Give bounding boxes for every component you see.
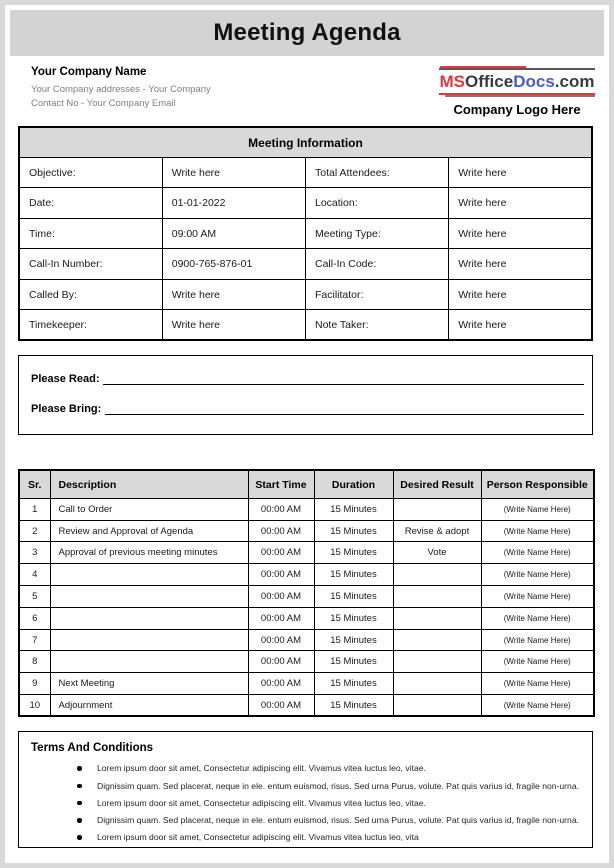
table-row: [19, 564, 594, 586]
header-start-time: Start Time: [248, 470, 314, 498]
cell-duration[interactable]: 15 Minutes: [314, 629, 393, 651]
cell-description[interactable]: [50, 564, 248, 586]
cell-desired-result[interactable]: [393, 607, 481, 629]
cell-sr: 3: [19, 542, 50, 564]
company-header: [5, 56, 609, 117]
info-value[interactable]: 09:00 AM: [162, 218, 305, 249]
cell-description[interactable]: [50, 651, 248, 673]
cell-person-responsible[interactable]: (Write Name Here): [481, 695, 594, 717]
cell-sr: 10: [19, 695, 50, 717]
cell-start-time[interactable]: 00:00 AM: [248, 673, 314, 695]
cell-start-time[interactable]: 00:00 AM: [248, 651, 314, 673]
cell-duration[interactable]: 15 Minutes: [314, 542, 393, 564]
info-label: Time:: [19, 218, 162, 249]
cell-start-time[interactable]: 00:00 AM: [248, 607, 314, 629]
table-row: [19, 310, 592, 341]
cell-description[interactable]: [50, 629, 248, 651]
info-value[interactable]: Write here: [449, 157, 592, 188]
cell-desired-result[interactable]: [393, 498, 481, 520]
company-logo-placeholder: Company Logo Here: [453, 102, 581, 118]
cell-duration[interactable]: 15 Minutes: [314, 520, 393, 542]
cell-start-time[interactable]: 00:00 AM: [248, 586, 314, 608]
cell-description[interactable]: Review and Approval of Agenda: [50, 520, 248, 542]
info-value[interactable]: Write here: [162, 157, 305, 188]
info-value[interactable]: Write here: [449, 310, 592, 341]
cell-person-responsible[interactable]: (Write Name Here): [481, 498, 594, 520]
table-row: [19, 188, 592, 219]
page-title: Meeting Agenda: [213, 19, 401, 46]
company-info: [31, 66, 211, 117]
header-description: Description: [50, 470, 248, 498]
logo-bottom-rule: [439, 93, 595, 98]
cell-person-responsible[interactable]: (Write Name Here): [481, 520, 594, 542]
cell-desired-result[interactable]: [393, 673, 481, 695]
cell-description[interactable]: Adjournment: [50, 695, 248, 717]
cell-person-responsible[interactable]: (Write Name Here): [481, 673, 594, 695]
cell-description[interactable]: Next Meeting: [50, 673, 248, 695]
cell-sr: 7: [19, 629, 50, 651]
table-row: [19, 629, 594, 651]
please-read-bring-box: [18, 355, 593, 435]
table-row: [19, 607, 594, 629]
table-row: [19, 673, 594, 695]
cell-desired-result[interactable]: [393, 651, 481, 673]
info-value[interactable]: Write here: [449, 218, 592, 249]
please-read-label: Please Read:: [31, 373, 100, 386]
logo-top-rule: [439, 66, 595, 71]
cell-duration[interactable]: 15 Minutes: [314, 498, 393, 520]
terms-item: Dignissim quam. Sed placerat, neque in ele. entum euismod, risus. Sed urna Purus, volute. Pat quis varius id, fragile non-urna.: [31, 781, 582, 792]
title-band: [10, 10, 604, 56]
info-label: Meeting Type:: [306, 218, 449, 249]
company-address-line1: Your Company addresses - Your Company: [31, 84, 211, 95]
info-label: Call-In Code:: [306, 249, 449, 280]
terms-title: Terms And Conditions: [31, 742, 154, 755]
cell-desired-result[interactable]: Revise & adopt: [393, 520, 481, 542]
cell-sr: 1: [19, 498, 50, 520]
info-value[interactable]: Write here: [449, 279, 592, 310]
table-row: [19, 249, 592, 280]
cell-person-responsible[interactable]: (Write Name Here): [481, 586, 594, 608]
cell-desired-result[interactable]: [393, 695, 481, 717]
cell-description[interactable]: [50, 607, 248, 629]
info-value[interactable]: Write here: [449, 249, 592, 280]
table-row: [19, 157, 592, 188]
agenda-header-row: [19, 470, 594, 498]
please-bring-blank-line[interactable]: [105, 402, 584, 415]
cell-duration[interactable]: 15 Minutes: [314, 695, 393, 717]
table-row: [19, 498, 594, 520]
please-read-row: [31, 372, 584, 385]
cell-description[interactable]: Approval of previous meeting minutes: [50, 542, 248, 564]
cell-duration[interactable]: 15 Minutes: [314, 673, 393, 695]
info-value[interactable]: 01-01-2022: [162, 188, 305, 219]
cell-person-responsible[interactable]: (Write Name Here): [481, 564, 594, 586]
please-read-blank-line[interactable]: [103, 372, 584, 385]
info-label: Total Attendees:: [306, 157, 449, 188]
info-label: Location:: [306, 188, 449, 219]
cell-start-time[interactable]: 00:00 AM: [248, 695, 314, 717]
header-desired-result: Desired Result: [393, 470, 481, 498]
please-bring-label: Please Bring:: [31, 403, 102, 416]
cell-duration[interactable]: 15 Minutes: [314, 651, 393, 673]
table-row: [19, 279, 592, 310]
info-label: Timekeeper:: [19, 310, 162, 341]
please-bring-row: [31, 402, 584, 415]
cell-sr: 5: [19, 586, 50, 608]
msofficedocs-logo: MSOfficeDocs.com: [439, 72, 595, 91]
company-logo-block: [439, 66, 595, 117]
cell-description[interactable]: Call to Order: [50, 498, 248, 520]
cell-start-time[interactable]: 00:00 AM: [248, 629, 314, 651]
cell-start-time[interactable]: 00:00 AM: [248, 520, 314, 542]
info-label: Date:: [19, 188, 162, 219]
info-label: Objective:: [19, 157, 162, 188]
cell-duration[interactable]: 15 Minutes: [314, 607, 393, 629]
cell-desired-result[interactable]: [393, 564, 481, 586]
cell-person-responsible[interactable]: (Write Name Here): [481, 542, 594, 564]
table-row: [19, 520, 594, 542]
cell-start-time[interactable]: 00:00 AM: [248, 498, 314, 520]
info-value[interactable]: Write here: [162, 310, 305, 341]
cell-sr: 2: [19, 520, 50, 542]
header-person-responsible: Person Responsible: [481, 470, 594, 498]
meeting-information-table: [18, 126, 593, 341]
header-duration: Duration: [314, 470, 393, 498]
cell-duration[interactable]: 15 Minutes: [314, 564, 393, 586]
info-label: Note Taker:: [306, 310, 449, 341]
cell-desired-result[interactable]: [393, 629, 481, 651]
company-name: Your Company Name: [31, 66, 147, 78]
cell-sr: 9: [19, 673, 50, 695]
info-label: Call-In Number:: [19, 249, 162, 280]
table-row: [19, 651, 594, 673]
meeting-information-title: Meeting Information: [19, 127, 592, 157]
cell-person-responsible[interactable]: (Write Name Here): [481, 607, 594, 629]
table-row: [19, 542, 594, 564]
company-address-line2: Contact No - Your Company Email: [31, 97, 176, 109]
info-label: Called By:: [19, 279, 162, 310]
cell-description[interactable]: [50, 586, 248, 608]
info-value[interactable]: 0900-765-876-01: [162, 249, 305, 280]
cell-sr: 6: [19, 607, 50, 629]
info-value[interactable]: Write here: [162, 279, 305, 310]
info-label: Facilitator:: [306, 279, 449, 310]
cell-person-responsible[interactable]: (Write Name Here): [481, 651, 594, 673]
table-row: [19, 586, 594, 608]
cell-desired-result[interactable]: [393, 586, 481, 608]
cell-start-time[interactable]: 00:00 AM: [248, 564, 314, 586]
table-row: [19, 695, 594, 717]
agenda-table: [18, 469, 595, 717]
cell-sr: 4: [19, 564, 50, 586]
terms-list: [31, 763, 582, 843]
header-sr: Sr.: [19, 470, 50, 498]
terms-item: Dignissim quam. Sed placerat, neque in ele. entum euismod, risus. Sed urna Purus, volute. Pat quis varius id, fragile non-urna.: [31, 815, 582, 826]
terms-item: Lorem ipsum door sit amet, Consectetur adipiscing elit. Vivamus vitea luctus leo, vitae.: [31, 763, 582, 774]
cell-start-time[interactable]: 00:00 AM: [248, 542, 314, 564]
cell-person-responsible[interactable]: (Write Name Here): [481, 629, 594, 651]
table-row: [19, 218, 592, 249]
terms-and-conditions-box: [18, 731, 593, 848]
terms-item: Lorem ipsum door sit amet, Consectetur adipiscing elit. Vivamus vitea luctus leo, vita: [31, 832, 582, 843]
terms-item: Lorem ipsum door sit amet, Consectetur adipiscing elit. Vivamus vitea luctus leo, vitae.: [31, 798, 582, 809]
info-value[interactable]: Write here: [449, 188, 592, 219]
cell-duration[interactable]: 15 Minutes: [314, 586, 393, 608]
cell-desired-result[interactable]: Vote: [393, 542, 481, 564]
cell-sr: 8: [19, 651, 50, 673]
